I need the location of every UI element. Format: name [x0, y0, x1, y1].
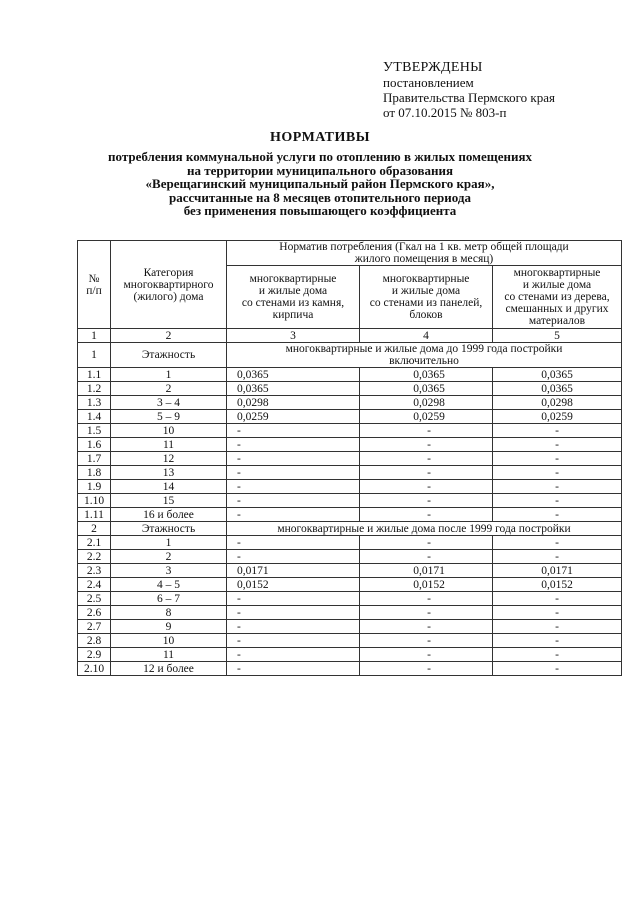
table-row [78, 480, 622, 494]
column-index-row [78, 329, 622, 343]
col-header-panel: многоквартирные и жилые дома со стенами из панелей, блоков [360, 266, 493, 329]
norm-value-wood: 0,0171 [493, 564, 622, 578]
table-row [78, 564, 622, 578]
row-number: 2.4 [78, 578, 111, 592]
column-index: 5 [493, 329, 622, 343]
norm-value-stone: - [227, 494, 360, 508]
column-index: 2 [111, 329, 227, 343]
subtitle-line: на территории муниципального образования [186, 162, 454, 178]
table-row [78, 592, 622, 606]
section-number: 2 [78, 522, 111, 536]
row-category: 12 [111, 452, 227, 466]
row-number: 1.2 [78, 382, 111, 396]
norm-value-wood: - [493, 536, 622, 550]
row-number: 2.7 [78, 620, 111, 634]
norm-value-panel: - [360, 592, 493, 606]
col-header-stone: многоквартирные и жилые дома со стенами из камня, кирпича [227, 266, 360, 329]
row-number: 2.9 [78, 648, 111, 662]
norm-value-wood: - [493, 634, 622, 648]
table-row [78, 368, 622, 382]
norm-value-panel: - [360, 634, 493, 648]
row-number: 1.4 [78, 410, 111, 424]
norm-value-panel: - [360, 606, 493, 620]
section-description: многоквартирные и жилые дома после 1999 года постройки [227, 522, 622, 536]
norm-value-stone: 0,0259 [227, 410, 360, 424]
norm-value-panel: - [360, 466, 493, 480]
row-category: 15 [111, 494, 227, 508]
norm-value-stone: - [227, 508, 360, 522]
norm-value-wood: 0,0365 [493, 368, 622, 382]
norm-value-stone: - [227, 620, 360, 634]
norm-value-stone: - [227, 592, 360, 606]
row-number: 2.5 [78, 592, 111, 606]
norm-value-stone: - [227, 648, 360, 662]
norm-value-panel: 0,0259 [360, 410, 493, 424]
subtitle-line: «Верещагинский муниципальный район Пермского края», [145, 176, 495, 191]
norm-value-stone: - [227, 424, 360, 438]
norm-value-panel: - [360, 648, 493, 662]
document-subtitle [40, 150, 600, 218]
row-number: 1.6 [78, 438, 111, 452]
norm-value-wood: - [493, 480, 622, 494]
row-category: 12 и более [111, 662, 227, 676]
norm-value-wood: - [493, 494, 622, 508]
norms-table [77, 240, 622, 676]
norm-value-wood: - [493, 466, 622, 480]
norm-value-wood: - [493, 648, 622, 662]
row-category: 2 [111, 550, 227, 564]
row-number: 1.11 [78, 508, 111, 522]
norm-value-stone: - [227, 438, 360, 452]
approval-title: УТВЕРЖДЕНЫ [383, 60, 483, 75]
approval-block [383, 60, 555, 120]
norm-value-wood: - [493, 452, 622, 466]
row-category: 2 [111, 382, 227, 396]
row-number: 1.3 [78, 396, 111, 410]
norm-value-stone: 0,0365 [227, 368, 360, 382]
approval-line: от 07.10.2015 № 803-п [383, 105, 507, 120]
section-row [78, 522, 622, 536]
col-header-number: № п/п [78, 241, 111, 329]
norm-value-stone: 0,0298 [227, 396, 360, 410]
header-row [78, 241, 622, 266]
row-category: 16 и более [111, 508, 227, 522]
table-row [78, 662, 622, 676]
row-number: 1.5 [78, 424, 111, 438]
row-category: 3 – 4 [111, 396, 227, 410]
norm-value-wood: - [493, 550, 622, 564]
column-index: 4 [360, 329, 493, 343]
norm-value-stone: - [227, 536, 360, 550]
norm-value-wood: - [493, 662, 622, 676]
row-number: 2.8 [78, 634, 111, 648]
row-number: 2.2 [78, 550, 111, 564]
subtitle-line: потребления коммунальной услуги по отоплению в жилых помещениях [108, 149, 532, 164]
norm-value-stone: - [227, 480, 360, 494]
table-row [78, 620, 622, 634]
norm-value-stone: - [227, 466, 360, 480]
table-row [78, 452, 622, 466]
row-category: 8 [111, 606, 227, 620]
row-number: 2.1 [78, 536, 111, 550]
table-row [78, 536, 622, 550]
row-number: 1.7 [78, 452, 111, 466]
subtitle-line: без применения повышающего коэффициента [183, 203, 457, 218]
table-row [78, 396, 622, 410]
norm-value-panel: - [360, 424, 493, 438]
norm-value-panel: 0,0152 [360, 578, 493, 592]
row-category: 14 [111, 480, 227, 494]
row-number: 2.10 [78, 662, 111, 676]
norm-value-wood: 0,0365 [493, 382, 622, 396]
norm-value-wood: - [493, 606, 622, 620]
table-row [78, 438, 622, 452]
norm-value-wood: 0,0298 [493, 396, 622, 410]
norm-value-panel: - [360, 494, 493, 508]
norm-value-stone: - [227, 550, 360, 564]
norm-value-panel: - [360, 662, 493, 676]
row-category: 11 [111, 648, 227, 662]
row-category: 3 [111, 564, 227, 578]
norm-value-stone: 0,0171 [227, 564, 360, 578]
norm-value-panel: - [360, 438, 493, 452]
col-header-norm: Норматив потребления (Гкал на 1 кв. метр общей площади жилого помещения в месяц) [227, 241, 622, 266]
norm-value-wood: - [493, 438, 622, 452]
norm-value-stone: 0,0365 [227, 382, 360, 396]
table-row [78, 424, 622, 438]
norm-value-panel: - [360, 508, 493, 522]
row-category: 10 [111, 634, 227, 648]
table-row [78, 382, 622, 396]
row-category: 10 [111, 424, 227, 438]
section-row [78, 343, 622, 368]
row-category: 1 [111, 536, 227, 550]
row-category: 1 [111, 368, 227, 382]
table-row [78, 494, 622, 508]
table-row [78, 606, 622, 620]
section-description: многоквартирные и жилые дома до 1999 года постройки включительно [227, 343, 622, 368]
column-index: 1 [78, 329, 111, 343]
norm-value-panel: - [360, 620, 493, 634]
norm-value-panel: 0,0365 [360, 368, 493, 382]
section-number: 1 [78, 343, 111, 368]
norm-value-wood: 0,0259 [493, 410, 622, 424]
norm-value-panel: - [360, 452, 493, 466]
norm-value-stone: - [227, 452, 360, 466]
column-index: 3 [227, 329, 360, 343]
norm-value-wood: 0,0152 [493, 578, 622, 592]
row-category: 9 [111, 620, 227, 634]
table-row [78, 508, 622, 522]
table-row [78, 634, 622, 648]
norm-value-stone: 0,0152 [227, 578, 360, 592]
section-category: Этажность [111, 343, 227, 368]
approval-line: постановлением [383, 75, 474, 90]
row-number: 2.3 [78, 564, 111, 578]
row-category: 13 [111, 466, 227, 480]
norm-value-panel: 0,0365 [360, 382, 493, 396]
norm-value-wood: - [493, 424, 622, 438]
col-header-category: Категория многоквартирного (жилого) дома [111, 241, 227, 329]
norm-value-panel: 0,0171 [360, 564, 493, 578]
table-row [78, 466, 622, 480]
norm-value-wood: - [493, 508, 622, 522]
norm-value-panel: - [360, 550, 493, 564]
table-row [78, 648, 622, 662]
row-category: 6 – 7 [111, 592, 227, 606]
norm-value-wood: - [493, 620, 622, 634]
approval-line: Правительства Пермского края [383, 90, 555, 105]
table-row [78, 550, 622, 564]
norm-value-stone: - [227, 662, 360, 676]
document-title: НОРМАТИВЫ [270, 130, 370, 145]
row-number: 1.10 [78, 494, 111, 508]
norm-value-stone: - [227, 634, 360, 648]
table-row [78, 578, 622, 592]
norm-value-wood: - [493, 592, 622, 606]
row-category: 4 – 5 [111, 578, 227, 592]
row-category: 11 [111, 438, 227, 452]
row-number: 1.1 [78, 368, 111, 382]
subtitle-line: рассчитанные на 8 месяцев отопительного периода [169, 189, 471, 205]
norm-value-stone: - [227, 606, 360, 620]
col-header-wood: многоквартирные и жилые дома со стенами из дерева, смешанных и других материалов [493, 266, 622, 329]
table-row [78, 410, 622, 424]
norm-value-panel: - [360, 536, 493, 550]
row-number: 1.8 [78, 466, 111, 480]
norm-value-panel: - [360, 480, 493, 494]
norm-value-panel: 0,0298 [360, 396, 493, 410]
row-number: 1.9 [78, 480, 111, 494]
section-category: Этажность [111, 522, 227, 536]
row-number: 2.6 [78, 606, 111, 620]
row-category: 5 – 9 [111, 410, 227, 424]
